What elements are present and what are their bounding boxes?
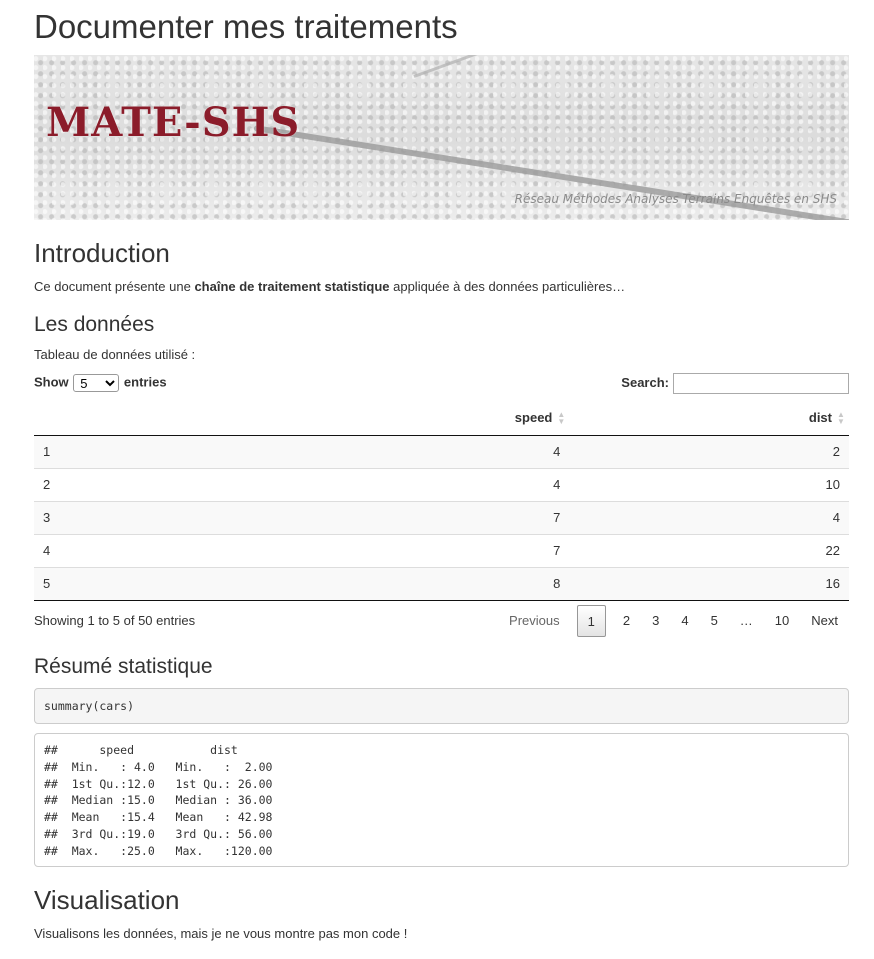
entries-per-page-select[interactable] <box>73 374 119 392</box>
search-label: Search: <box>621 374 669 390</box>
search-control <box>621 373 849 394</box>
data-table <box>34 401 849 601</box>
section-heading-summary: Résumé statistique <box>34 655 213 678</box>
sort-icon: ▲ ▼ <box>557 409 566 426</box>
banner-caption: Réseau Méthodes Analyses Terrains Enquêtes en SHS <box>514 192 837 206</box>
column-header-rownames <box>34 401 61 435</box>
column-header-speed[interactable] <box>61 401 569 435</box>
length-label-after: entries <box>123 374 167 390</box>
sort-icon: ▲ ▼ <box>837 409 845 426</box>
cell-speed: 7 <box>61 534 569 567</box>
length-label-before: Show <box>34 374 69 390</box>
cell-dist: 2 <box>569 435 849 468</box>
page-button-10[interactable]: 10 <box>774 613 790 628</box>
cell-dist: 22 <box>569 534 849 567</box>
output-line: ## Max. :25.0 Max. :120.00 <box>44 843 287 858</box>
intro-paragraph <box>34 279 625 294</box>
output-line: ## Min. : 4.0 Min. : 2.00 <box>44 759 287 774</box>
pagination-ellipsis: … <box>739 613 753 628</box>
intro-text-bold: chaîne de traitement statistique <box>194 279 390 294</box>
visualisation-text: Visualisons les données, mais je ne vous montre pas mon code ! <box>34 926 408 941</box>
output-line: ## speed dist <box>44 743 287 757</box>
intro-text-before: Ce document présente une <box>34 279 195 294</box>
column-header-dist[interactable] <box>569 401 849 435</box>
table-row <box>34 468 849 501</box>
table-row <box>34 567 849 600</box>
cell-speed: 7 <box>61 501 569 534</box>
output-line: ## 1st Qu.:12.0 1st Qu.: 26.00 <box>44 776 287 791</box>
banner-logo: MATE-SHS <box>46 99 301 146</box>
cell-speed: 8 <box>61 567 569 600</box>
output-block <box>34 733 849 867</box>
column-header-label: speed <box>514 410 553 426</box>
cell-rowname: 3 <box>34 501 61 534</box>
cell-dist: 10 <box>569 468 849 501</box>
section-heading-data: Les données <box>34 313 155 336</box>
table-row <box>34 435 849 468</box>
page-button-1[interactable]: 1 <box>577 605 606 637</box>
section-heading-introduction: Introduction <box>34 238 170 268</box>
code-block: summary(cars) <box>34 688 849 724</box>
page-button-2[interactable]: 2 <box>622 613 631 628</box>
page-button-5[interactable]: 5 <box>710 613 718 628</box>
banner-image <box>34 55 849 220</box>
section-heading-visualisation: Visualisation <box>34 885 180 915</box>
cell-rowname: 2 <box>34 468 61 501</box>
cell-rowname: 4 <box>34 534 61 567</box>
output-line: ## Mean :15.4 Mean : 42.98 <box>44 810 287 825</box>
cell-dist: 4 <box>569 501 849 534</box>
data-caption: Tableau de données utilisé : <box>34 347 196 362</box>
previous-page-button[interactable]: Previous <box>509 613 560 628</box>
cell-speed: 4 <box>61 468 569 501</box>
cell-rowname: 5 <box>34 567 61 600</box>
output-line: ## 3rd Qu.:19.0 3rd Qu.: 56.00 <box>44 826 287 841</box>
page-title: Documenter mes traitements <box>34 8 458 45</box>
intro-text-after: appliquée à des données particulières… <box>389 279 626 294</box>
cell-speed: 4 <box>61 435 569 468</box>
search-input[interactable] <box>673 373 849 394</box>
table-row <box>34 534 849 567</box>
table-row <box>34 501 849 534</box>
entries-length-control <box>34 374 167 392</box>
page-button-4[interactable]: 4 <box>681 613 689 628</box>
datatable-controls <box>34 373 849 395</box>
table-header-row <box>34 401 849 435</box>
next-page-button[interactable]: Next <box>811 613 838 628</box>
cell-rowname: 1 <box>34 435 61 468</box>
page-button-3[interactable]: 3 <box>652 613 660 628</box>
column-header-label: dist <box>808 410 832 426</box>
leaf-vein-decoration <box>413 55 658 78</box>
pagination <box>498 605 849 637</box>
table-info: Showing 1 to 5 of 50 entries <box>34 613 196 628</box>
cell-dist: 16 <box>569 567 849 600</box>
output-line: ## Median :15.0 Median : 36.00 <box>44 793 287 808</box>
